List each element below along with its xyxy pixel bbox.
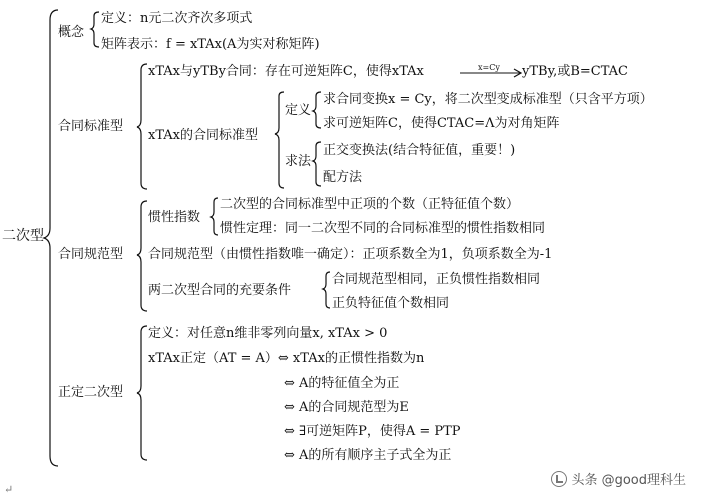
concept-matrix: 矩阵表示：f = xTAx(A为实对称矩阵) <box>101 37 320 52</box>
posdef-line1: xTAx正定（AT = A）⇔ xTAx的正惯性指数为n <box>148 351 425 366</box>
canonical-brace <box>137 201 147 311</box>
root-brace <box>44 10 58 466</box>
definition-line1: 求合同变换x = Cy，将二次型变成标准型（只含平方项） <box>323 92 653 107</box>
toutiao-logo-icon <box>551 471 567 487</box>
congruence-text: xTAx与yTBy合同：存在可逆矩阵C，使得xTAx <box>148 64 424 79</box>
method-label: 求法 <box>285 154 312 169</box>
posdef-title: 正定二次型 <box>58 385 124 400</box>
return-mark-icon: ↵ <box>4 483 14 496</box>
concept-definition: 定义：n元二次齐次多项式 <box>101 11 253 26</box>
standard-title: 合同标准型 <box>58 119 124 134</box>
watermark <box>551 469 686 488</box>
canonical-title: 合同规范型 <box>58 247 124 262</box>
congruence-tail: yTBy,或B=CTAC <box>522 64 629 79</box>
concept-title: 概念 <box>58 25 85 40</box>
definition-line2: 求可逆矩阵C，使得CTAC=Λ为对角矩阵 <box>323 116 560 131</box>
stdform-brace <box>275 92 284 188</box>
condition-label: 两二次型合同的充要条件 <box>148 283 292 298</box>
condition-brace <box>323 272 330 308</box>
canonical-form: 合同规范型（由惯性指数唯一确定）：正项系数全为1，负项系数全为-1 <box>148 247 553 262</box>
concept-brace <box>91 12 99 47</box>
method-line1: 正交变换法(结合特征值，重要！) <box>323 143 516 158</box>
posdef-line4: ⇔ ∃可逆矩阵P，使得A = PTP <box>284 424 461 439</box>
definition-brace <box>313 92 321 128</box>
inertia-definition: 二次型的合同标准型中正项的个数（正特征值个数） <box>220 197 520 212</box>
posdef-definition: 定义：对任意n维非零列向量x, xTAx > 0 <box>148 326 388 341</box>
method-brace <box>313 142 321 186</box>
root-title: 二次型 <box>2 228 44 244</box>
condition-line1: 合同规范型相同，正负惯性指数相同 <box>332 272 541 287</box>
posdef-line2: ⇔ A的特征值全为正 <box>284 376 400 391</box>
definition-label: 定义 <box>285 103 312 118</box>
posdef-brace <box>137 326 147 460</box>
standard-brace <box>137 64 147 189</box>
method-line2: 配方法 <box>323 170 363 185</box>
arrow-label: x=Cy <box>478 63 500 72</box>
posdef-line5: ⇔ A的所有顺序主子式全为正 <box>284 448 452 463</box>
std-form-label: xTAx的合同标准型 <box>148 128 259 143</box>
condition-line2: 正负特征值个数相同 <box>332 296 450 311</box>
inertia-theorem: 惯性定理：同一二次型不同的合同标准型的惯性指数相同 <box>220 221 546 236</box>
posdef-line3: ⇔ A的合同规范型为E <box>284 400 409 415</box>
inertia-brace <box>211 198 218 235</box>
inertia-index-label: 惯性指数 <box>148 210 201 225</box>
watermark-text: 头条 @good理科生 <box>571 473 686 488</box>
